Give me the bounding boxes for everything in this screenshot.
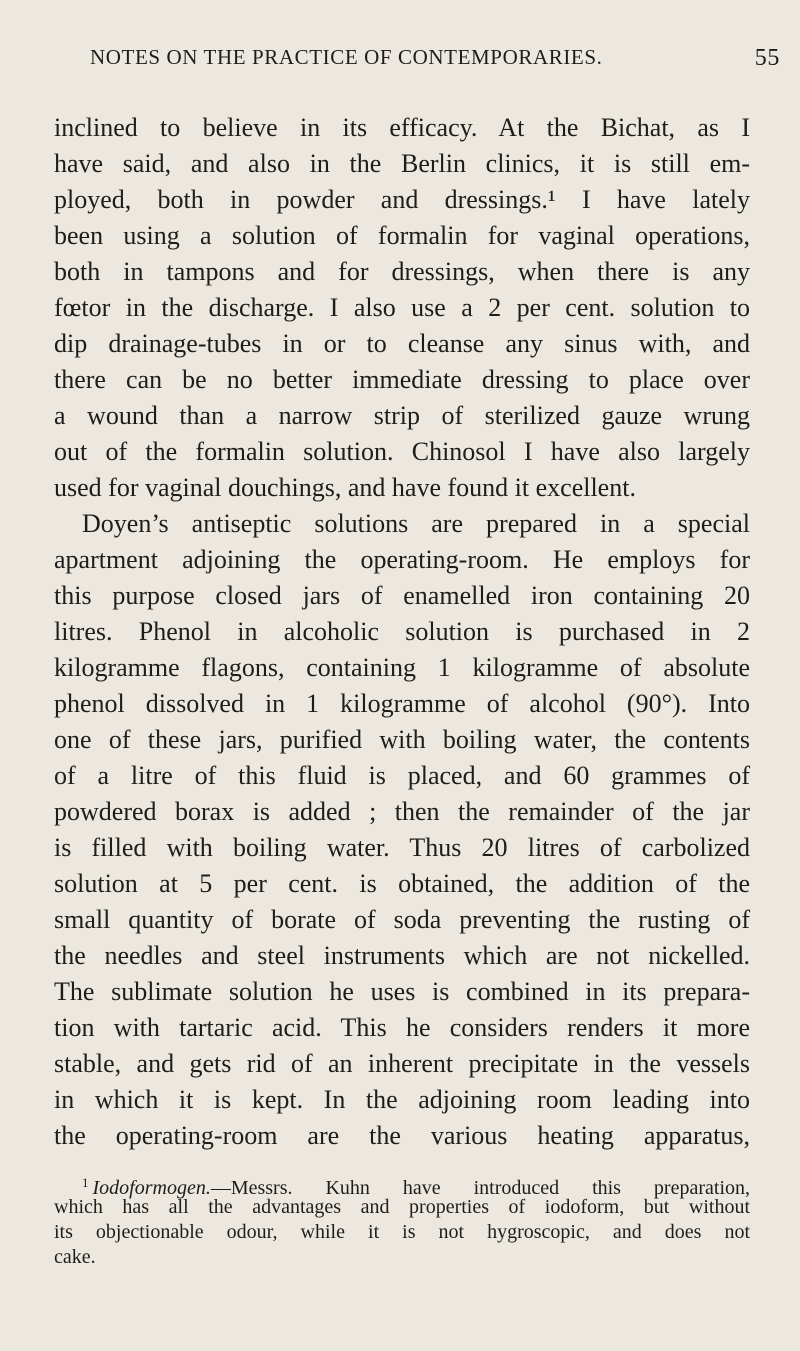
body-line: tion with tartaric acid. This he considers renders it more <box>54 1013 750 1042</box>
body-line: kilogramme flagons, containing 1 kilogramme of absolute <box>54 653 750 682</box>
running-title: NOTES ON THE PRACTICE OF CONTEMPORARIES. <box>90 45 603 69</box>
body-line: phenol dissolved in 1 kilogramme of alcohol (90°). Into <box>54 689 750 718</box>
body-line: The sublimate solution he uses is combined in its prepara- <box>54 977 750 1006</box>
footnote-line: cake. <box>54 1246 96 1268</box>
body-line: one of these jars, purified with boiling water, the contents <box>54 725 750 754</box>
body-line: have said, and also in the Berlin clinics, it is still em- <box>54 149 750 178</box>
footnote-line <box>82 1170 750 1199</box>
running-header <box>90 45 780 70</box>
body-line: apartment adjoining the operating-room. He employs for <box>54 545 750 574</box>
body-line: Doyen’s antiseptic solutions are prepared in a special <box>82 509 750 538</box>
body-line: small quantity of borate of soda preventing the rusting of <box>54 905 750 934</box>
body-line: been using a solution of formalin for vaginal operations, <box>54 221 750 250</box>
footnote-line: which has all the advantages and properties of iodoform, but without <box>54 1196 750 1218</box>
body-line: a wound than a narrow strip of sterilized gauze wrung <box>54 401 750 430</box>
body-line: this purpose closed jars of enamelled iron containing 20 <box>54 581 750 610</box>
body-line: in which it is kept. In the adjoining room leading into <box>54 1085 750 1114</box>
footnote-marker: 1 <box>82 1175 89 1190</box>
footnote-term: Iodoformogen. <box>92 1177 211 1199</box>
page-number: 55 <box>754 45 780 71</box>
body-line: inclined to believe in its efficacy. At the Bichat, as I <box>54 113 750 142</box>
body-line: the operating-room are the various heating apparatus, <box>54 1121 750 1150</box>
body-line: used for vaginal douchings, and have found it excellent. <box>54 473 636 502</box>
body-line: stable, and gets rid of an inherent precipitate in the vessels <box>54 1049 750 1078</box>
body-line: there can be no better immediate dressing to place over <box>54 365 750 394</box>
body-line: ployed, both in powder and dressings.¹ I have lately <box>54 185 750 214</box>
body-line: out of the formalin solution. Chinosol I have also largely <box>54 437 750 466</box>
body-line: both in tampons and for dressings, when there is any <box>54 257 750 286</box>
footnote-line: its objectionable odour, while it is not hygroscopic, and does not <box>54 1221 750 1243</box>
body-line: the needles and steel instruments which are not nickelled. <box>54 941 750 970</box>
body-line: powdered borax is added ; then the remainder of the jar <box>54 797 750 826</box>
body-line: fœtor in the discharge. I also use a 2 per cent. solution to <box>54 293 750 322</box>
body-line: dip drainage-tubes in or to cleanse any sinus with, and <box>54 329 750 358</box>
footnote-text: —Messrs. Kuhn have introduced this preparation, <box>210 1177 750 1199</box>
body-line: of a litre of this fluid is placed, and 60 grammes of <box>54 761 750 790</box>
body-line: litres. Phenol in alcoholic solution is purchased in 2 <box>54 617 750 646</box>
body-line: solution at 5 per cent. is obtained, the addition of the <box>54 869 750 898</box>
body-line: is filled with boiling water. Thus 20 litres of carbolized <box>54 833 750 862</box>
